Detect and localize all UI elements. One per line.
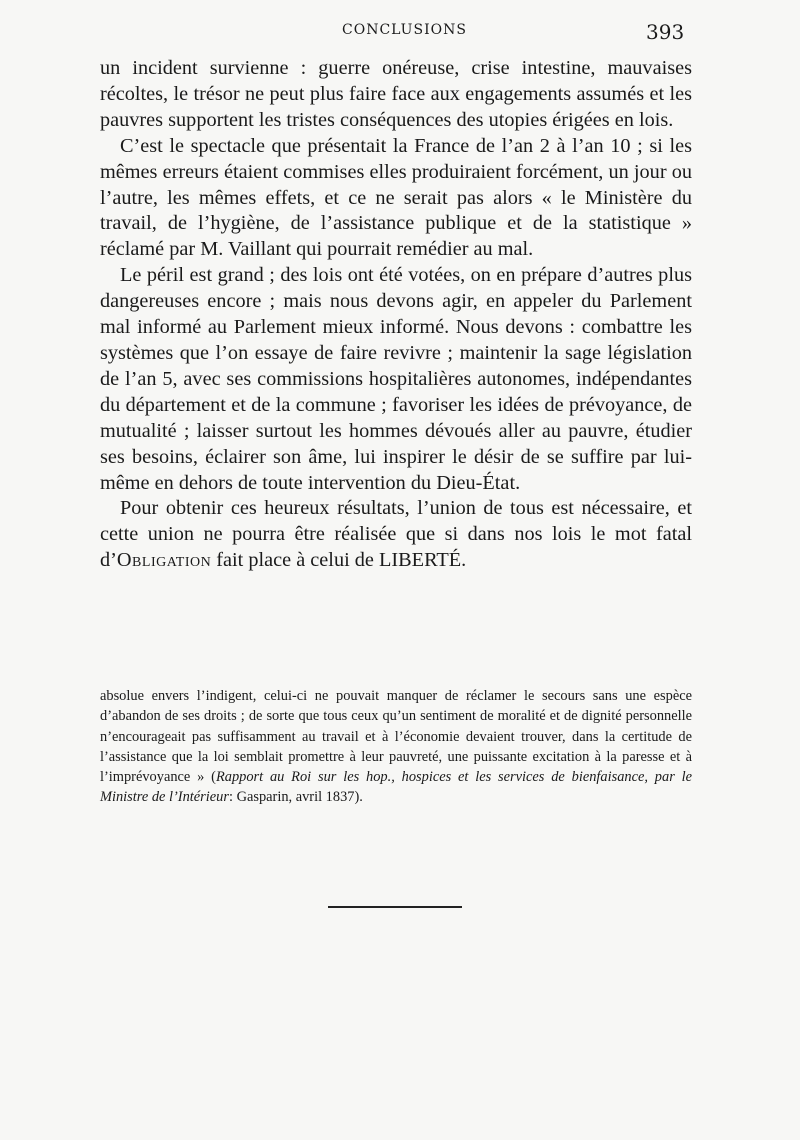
footnote [100,686,692,808]
paragraph-peril: Le péril est grand ; des lois ont été votées, on en prépare d’autres plus dangereuses encore ; mais nous devons agir, en appeler du Parlement mal informé au Parlement mieux informé. Nous devons : combattre les systèmes que l’on essaye de faire revivre ; maintenir la sage législation de l’an 5, avec ses commissions hospitalières autonomes, indépendantes du département et de la commune ; favoriser les idées de prévoyance, de mutualité ; laisser surtout les hommes dévoués aller au pauvre, étudier ses besoins, éclairer son âme, lui inspirer le désir de se suffire par lui-même en dehors de toute intervention du Dieu-État. [100,264,692,494]
obligation-word: Obligation [116,549,212,572]
end-rule-divider [328,906,462,908]
paragraph-continuation: un incident survienne : guerre onéreuse, crise intestine, mauvaises récoltes, le trésor ne peut plus faire face aux engagements assumés et les pauvres supportent les tristes conséquences des utopies érigées en lois. [100,57,692,131]
page-number: 393 [646,20,685,44]
running-head [0,20,800,44]
conclusion-text-start: Pour obtenir ces heureux résultats, l’union de tous est nécessaire, et cette union ne pourra être réalisée que si dans nos lois le mot fatal d’ [100,497,692,572]
footnote-citation: Rapport au Roi sur les hop., hospices et les services de bienfaisance, par le Ministre de l’Intérieur [100,769,693,806]
paragraph-france-an-2: C’est le spectacle que présentait la France de l’an 2 à l’an 10 ; si les mêmes erreurs étaient commises elles produiraient forcément, un jour ou l’autre, les mêmes effets, et ce ne serait pas alors « le Ministère du travail, de l’hygiène, de l’assistance publique et de la statistique » réclamé par M. Vaillant qui pourrait remédier au mal. [100,134,692,261]
body-text [100,56,692,574]
footnote-text: absolue envers l’indigent, celui-ci ne pouvait manquer de réclamer le secours sans une espèce d’abandon de ses droits ; de sorte que tous ceux qu’un sentiment de moralité et de dignité personnelle n’encourageait pas suffisamment au travail et à l’économie devaient trouver, dans la certitude de l’assistance que la loi semblait promettre à leur pauvreté, une puissante excitation à la paresse et à l’imprévoyance » ( [100,688,692,786]
liberte-word: LIBERTÉ [379,549,462,572]
conclusion-text-middle: fait place à celui de [211,549,380,572]
paragraph-conclusion [100,496,692,574]
conclusion-text-end: . [461,549,467,572]
footnote-citation-end: : Gasparin, avril 1837). [228,789,363,806]
footnote-paragraph [100,686,692,808]
running-title: CONCLUSIONS [342,22,467,38]
